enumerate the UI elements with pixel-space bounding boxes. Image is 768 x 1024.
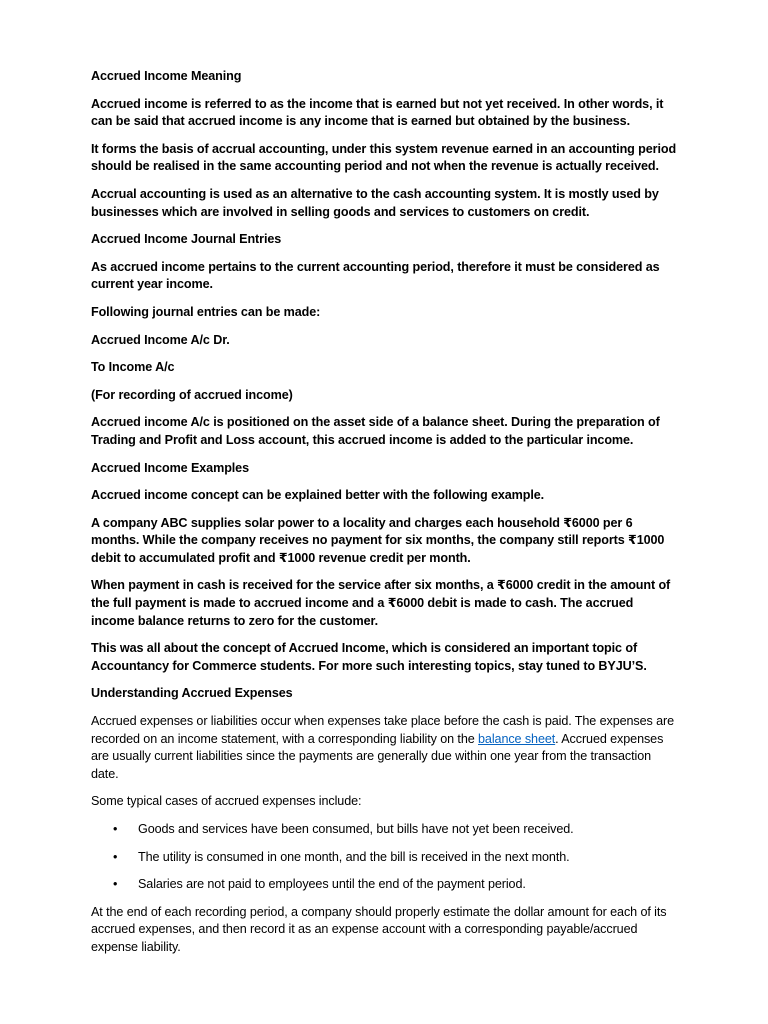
paragraph-accrual-basis: It forms the basis of accrual accounting, under this system revenue earned in an accounting period should be realised in the same accounting period and not when the revenue is actually received. bbox=[91, 141, 677, 174]
paragraph-conclusion: This was all about the concept of Accrued Income, which is considered an important topic of Accountancy for Commerce students. For more such interesting topics, stay tuned to BYJU’S. bbox=[91, 641, 647, 673]
balance-sheet-link[interactable]: balance sheet bbox=[478, 731, 556, 746]
paragraph-accrued-expenses bbox=[91, 713, 680, 783]
bullet-icon: • bbox=[113, 822, 118, 836]
paragraph-example-company: A company ABC supplies solar power to a locality and charges each household ₹6000 per 6 months. While the company receives no payment for six months, the company still reports ₹1000 debit to accumulated profit and ₹1000 revenue credit per month. bbox=[91, 515, 665, 565]
paragraph-following-entries: Following journal entries can be made: bbox=[91, 304, 321, 319]
list-item bbox=[91, 849, 680, 867]
list-item-text: The utility is consumed in one month, and the bill is received in the next month. bbox=[138, 849, 570, 864]
bullet-icon: • bbox=[113, 877, 118, 892]
journal-line-narration: (For recording of accrued income) bbox=[91, 387, 293, 402]
paragraph-typical-cases: Some typical cases of accrued expenses include: bbox=[91, 794, 362, 809]
bullet-icon: • bbox=[113, 849, 118, 864]
heading-accrued-expenses: Understanding Accrued Expenses bbox=[91, 686, 293, 701]
list-item-text: Goods and services have been consumed, but bills have not yet been received. bbox=[138, 822, 574, 836]
paragraph-text-before-link: Accrued expenses or liabilities occur when expenses take place before the cash is paid. The expenses are recorded on an income statement, with a corresponding liability on the bbox=[91, 714, 675, 746]
paragraph-example-intro: Accrued income concept can be explained better with the following example. bbox=[91, 488, 545, 503]
journal-line-debit: Accrued Income A/c Dr. bbox=[91, 332, 230, 347]
paragraph-estimate: At the end of each recording period, a company should properly estimate the dollar amount for each of its accrued expenses, and then record it as an expense account with a corresponding payable/accrued expense liability. bbox=[91, 904, 667, 954]
accrued-expenses-list bbox=[91, 821, 680, 894]
heading-journal-entries: Accrued Income Journal Entries bbox=[91, 232, 282, 247]
heading-examples: Accrued Income Examples bbox=[91, 460, 249, 475]
paragraph-alternative: Accrual accounting is used as an alternative to the cash accounting system. It is mostly used by businesses which are involved in selling goods and services to customers on credit. bbox=[91, 186, 659, 219]
list-item-text: Salaries are not paid to employees until the end of the payment period. bbox=[138, 877, 526, 892]
paragraph-text-after-link: . Accrued expenses are usually current liabilities since the payments are generally due within one year from the transaction date. bbox=[91, 731, 664, 781]
journal-line-credit: To Income A/c bbox=[91, 360, 175, 375]
paragraph-example-payment: When payment in cash is received for the service after six months, a ₹6000 credit in the amount of the full payment is made to accrued income and a ₹6000 debit is made to cash. The accrued income balance returns to zero for the customer. bbox=[91, 578, 671, 628]
paragraph-current-year: As accrued income pertains to the current accounting period, therefore it must be considered as current year income. bbox=[91, 259, 660, 292]
paragraph-definition: Accrued income is referred to as the income that is earned but not yet received. In other words, it can be said that accrued income is any income that is earned but obtained by the business. bbox=[91, 96, 664, 129]
list-item bbox=[91, 821, 680, 839]
paragraph-asset-side: Accrued income A/c is positioned on the asset side of a balance sheet. During the preparation of Trading and Profit and Loss account, this accrued income is added to the particular income. bbox=[91, 415, 660, 447]
heading-accrued-income-meaning: Accrued Income Meaning bbox=[91, 69, 242, 83]
list-item bbox=[91, 876, 680, 894]
